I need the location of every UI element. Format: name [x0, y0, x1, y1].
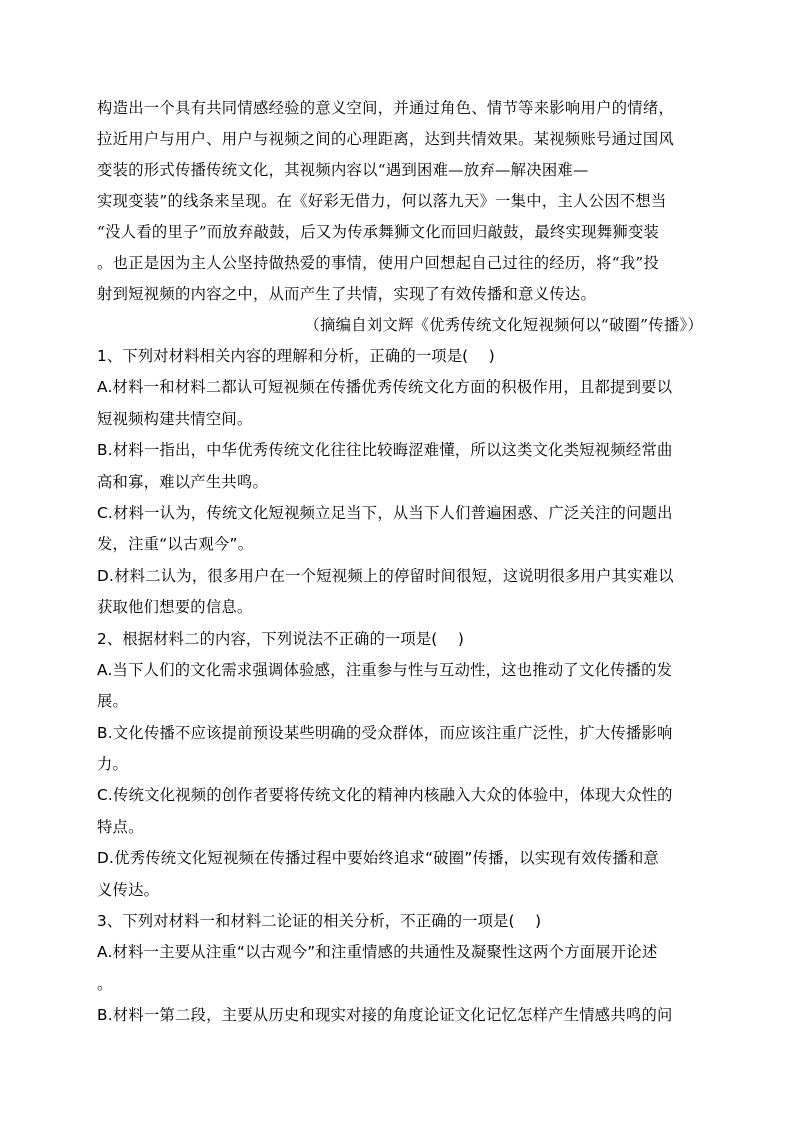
option-line: 。: [97, 974, 113, 993]
option-d: [97, 843, 703, 906]
option-b: [97, 718, 703, 781]
question-list: [97, 341, 703, 1032]
option-line: D.优秀传统文化短视频在传播过程中要始终追求“破圈”传播，以实现有效传播和意: [97, 849, 660, 868]
option-line: 力。: [97, 755, 129, 774]
option-line: B.材料一指出，中华优秀传统文化往往比较晦涩难懂，所以这类文化类短视频经常曲: [97, 441, 673, 460]
option-line: A.当下人们的文化需求强调体验感，注重参与性与互动性，这也推动了文化传播的发: [97, 660, 673, 679]
option-line: 特点。: [97, 817, 144, 836]
passage-line: 实现变装”的线条来呈现。在《好彩无借力，何以落九天》一集中，主人公因不想当: [97, 192, 667, 210]
document-page: [97, 93, 703, 1032]
option-c: [97, 498, 703, 561]
passage-line: 射到短视频的内容之中，从而产生了共情，实现了有效传播和意义传达。: [97, 285, 597, 303]
question-stem: 2、根据材料二的内容，下列说法不正确的一项是( ): [97, 629, 464, 648]
option-d: [97, 561, 703, 624]
option-line: B.文化传播不应该提前预设某些明确的受众群体，而应该注重广泛性，扩大传播影响: [97, 723, 673, 742]
option-line: 展。: [97, 692, 129, 711]
option-line: 获取他们想要的信息。: [97, 598, 253, 617]
option-line: C.材料一认为，传统文化短视频立足当下，从当下人们普遍困惑、广泛关注的问题出: [97, 503, 673, 522]
question-2: [97, 624, 703, 907]
passage-line: 构造出一个具有共同情感经验的意义空间，并通过角色、情节等来影响用户的情绪，: [97, 99, 675, 117]
passage-line: 拉近用户与用户、用户与视频之间的心理距离，达到共情效果。某视频账号通过国风: [97, 130, 675, 148]
question-stem: 3、下列对材料一和材料二论证的相关分析，不正确的一项是( ): [97, 912, 542, 931]
option-line: 短视频构建共情空间。: [97, 409, 253, 428]
option-line: C.传统文化视频的创作者要将传统文化的精神内核融入大众的体验中，体现大众性的: [97, 786, 673, 805]
option-line: A.材料一和材料二都认可短视频在传播优秀传统文化方面的积极作用，且都提到要以: [97, 378, 673, 397]
reading-passage: [97, 93, 703, 341]
option-line: 高和寡，难以产生共鸣。: [97, 472, 269, 491]
passage-line: 。也正是因为主人公坚持做热爱的事情，使用户回想起自己过往的经历，将“我”投: [97, 254, 660, 272]
source-citation: （摘编自刘文辉《优秀传统文化短视频何以“破圈”传播》）: [304, 316, 703, 334]
option-b: [97, 1000, 703, 1031]
question-3: [97, 906, 703, 1032]
passage-line: “没人看的里子”而放弃敲鼓，后又为传承舞狮文化而回归敲鼓，最终实现舞狮变装: [97, 223, 660, 241]
option-c: [97, 780, 703, 843]
option-line: B.材料一第二段，主要从历史和现实对接的角度论证文化记忆怎样产生情感共鸣的问: [97, 1006, 673, 1025]
option-a: [97, 372, 703, 435]
passage-line: 变装的形式传播传统文化，其视频内容以“遇到困难—放弃—解决困难—: [97, 161, 589, 179]
question-1: [97, 341, 703, 624]
option-line: D.材料二认为，很多用户在一个短视频上的停留时间很短，这说明很多用户其实难以: [97, 566, 674, 585]
option-line: 发，注重“以古观今”。: [97, 535, 254, 554]
option-line: A.材料一主要从注重“以古观今”和注重情感的共通性及凝聚性这两个方面展开论述: [97, 943, 658, 962]
question-stem: 1、下列对材料相关内容的理解和分析，正确的一项是( ): [97, 347, 495, 365]
option-a: [97, 937, 703, 1000]
option-a: [97, 655, 703, 718]
option-b: [97, 435, 703, 498]
option-line: 义传达。: [97, 880, 160, 899]
